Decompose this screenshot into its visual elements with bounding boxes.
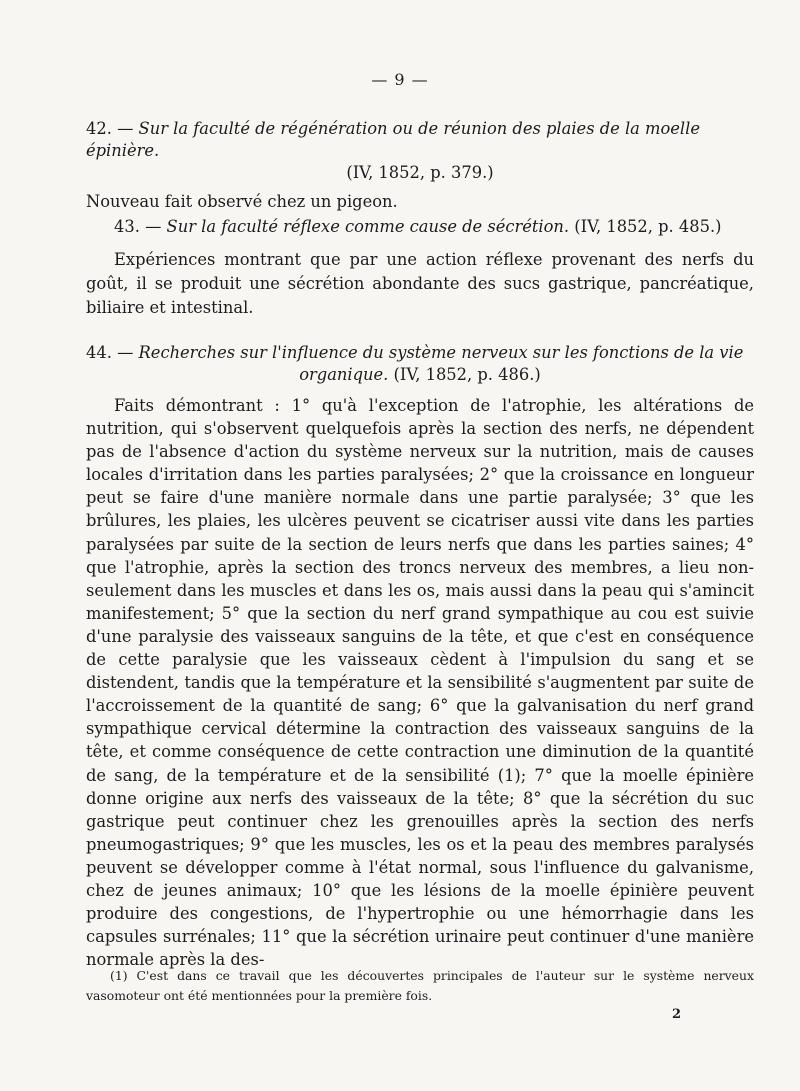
entry-number: 42. [86, 119, 112, 138]
entry-43 [86, 216, 754, 320]
entry-heading [86, 216, 754, 238]
entry-heading-continued [86, 364, 754, 386]
page-number: — 9 — [371, 70, 429, 89]
entry-reference: (IV, 1852, p. 485.) [574, 217, 722, 236]
entry-heading [86, 118, 754, 162]
footnote: (1) C'est dans ce travail que les découvertes principales de l'auteur sur le système nerveux vasomoteur ont été mentionnées pour la première fois. [86, 968, 754, 1003]
entry-heading [86, 342, 754, 364]
signature-mark: 2 [672, 1007, 682, 1022]
entry-body: Nouveau fait observé chez un pigeon. [86, 192, 398, 211]
entry-body: Expériences montrant que par une action réflexe provenant des nerfs du goût, il se produit une sécrétion abondante des sucs gastrique, pancréatique, biliaire et intestinal. [86, 250, 754, 317]
entry-reference: (IV, 1852, p. 379.) [346, 163, 494, 182]
entry-42 [86, 118, 754, 213]
entry-title: — Sur la faculté réflexe comme cause de sécrétion. [145, 217, 570, 236]
entry-44 [86, 342, 754, 971]
entry-title: — Recherches sur l'influence du système nerveux sur les fonctions de la vie [117, 343, 744, 362]
entry-reference: (IV, 1852, p. 486.) [393, 365, 541, 384]
entry-number: 44. [86, 343, 112, 362]
entry-body: Faits démontrant : 1° qu'à l'exception de l'atrophie, les altérations de nutrition, qui s'observent quelquefois après la section des nerfs, ne dépendent pas de l'absence d'action du système nerveux sur la nutrition, mais de causes locales d'irritation dans les parties paralysées; 2° que la croissance en longueur peut se faire d'une manière normale dans une partie paralysée; 3° que les brûlures, les plaies, les ulcères peuvent se cicatriser aussi vite dans les parties paralysées par suite de la section de leurs nerfs que dans les parties saines; 4° que l'atrophie, après la section des troncs nerveux des membres, a lieu non-seulement dans les muscles et dans les os, mais aussi dans la peau qui s'amincit manifestement; 5° que la section du nerf grand sympathique au cou est suivie d'une paralysie des vaisseaux sanguins de la tête, et que c'est en conséquence de cette paralysie que les vaisseaux cèdent à l'impulsion du sang et se distendent, tandis que la température et la sensibilité s'augmentent par suite de l'accroissement de la quantité de sang; 6° que la galvanisation du nerf grand sympathique cervical détermine la contraction des vaisseaux sanguins de la tête, et comme conséquence de cette contraction une diminution de la quantité de sang, de la température et de la sensibilité (1); 7° que la moelle épinière donne origine aux nerfs des vaisseaux de la tête; 8° que la sécrétion du suc gastrique peut continuer chez les grenouilles après la section des nerfs pneumogastriques; 9° que les muscles, les os et la peau des membres paralysés peuvent se développer comme à l'état normal, sous l'influence du galvanisme, chez de jeunes animaux; 10° que les lésions de la moelle épinière peuvent produire des congestions, de l'hypertrophie ou une hémorrhagie dans les capsules surrénales; 11° que la sécrétion urinaire peut continuer d'une manière normale après la des- [86, 396, 754, 970]
entry-title-continued: organique. [299, 365, 389, 384]
entry-number: 43. [114, 217, 140, 236]
entry-title: — Sur la faculté de régénération ou de réunion des plaies de la moelle épinière. [86, 119, 700, 160]
